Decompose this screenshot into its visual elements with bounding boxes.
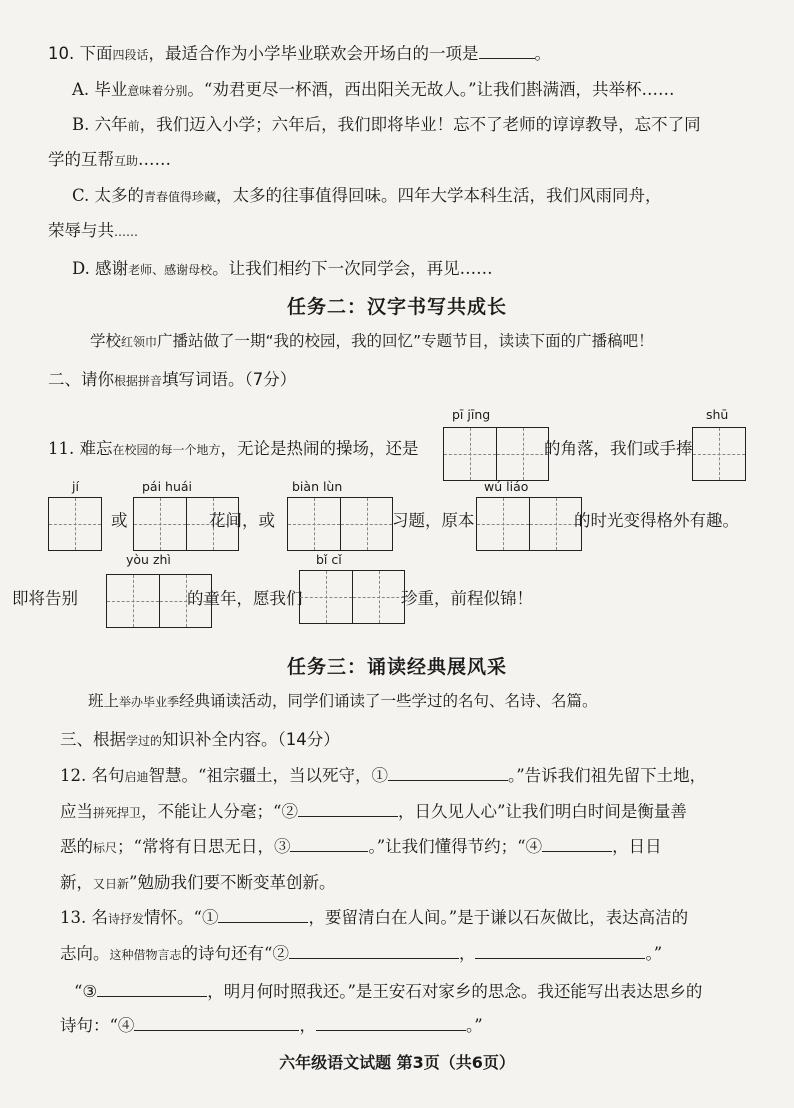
q10-option-b[interactable] [72, 114, 701, 137]
intro-text: 经典诵读活动，同学们诵读了一些学过的名句、名诗、名篇。 [179, 692, 598, 710]
answer-blank-2a[interactable] [289, 942, 459, 959]
q10-option-d[interactable] [72, 258, 493, 281]
q13-line2 [60, 942, 662, 966]
q10-stem-end: 。 [534, 44, 552, 63]
option-text: A. 毕业 [72, 80, 128, 99]
handwritten-note: 又日新 [93, 877, 130, 891]
q11-line2-c: 习题，原本 [392, 511, 475, 530]
char-grid-pijing[interactable] [443, 427, 549, 481]
section-text: 二、请你 [48, 370, 114, 389]
q11-line1-end: 的角落，我们或手捧 [544, 439, 693, 458]
intro-text: 学校 [90, 332, 122, 350]
handwritten-note: 前 [127, 119, 140, 133]
pinyin-label: pái huái [142, 479, 193, 494]
q12-text: ，不能让人分毫；“② [141, 802, 298, 821]
q13-text: ，要留清白在人间。”是于谦以石灰做比，表达高洁的 [308, 908, 689, 927]
q11-text: 11. 难忘 [48, 439, 113, 458]
q13-text: 。” [465, 1016, 483, 1035]
q10-option-b-cont [48, 149, 171, 172]
answer-blank-3[interactable] [290, 835, 368, 852]
q13-text: 情怀。“① [144, 908, 219, 927]
intro-text: 班上 [88, 692, 120, 710]
handwritten-note: 红领巾 [121, 335, 158, 349]
q13-text: 。” [645, 944, 663, 963]
q13-text: 诗句：“④ [60, 1016, 135, 1035]
pinyin-label: bǐ cǐ [316, 552, 342, 567]
q11-text: ，无论是热闹的操场，还是 [220, 439, 419, 458]
answer-blank-2b[interactable] [475, 942, 645, 959]
char-grid-ji[interactable] [48, 497, 102, 551]
option-text: 荣辱与共 [48, 221, 114, 240]
q12-text: 新， [60, 873, 93, 892]
handwritten-note: 根据拼音 [114, 374, 163, 388]
pinyin-label: shū [706, 407, 729, 422]
option-text: 学的互帮 [48, 150, 114, 169]
pinyin-label: biàn lùn [292, 479, 343, 494]
pinyin-label: yòu zhì [126, 552, 171, 567]
q11-line3-a: 即将告别 [12, 589, 78, 608]
handwritten-note: 意味着分别 [127, 84, 188, 98]
q12-text: 。”让我们懂得节约；“④ [368, 837, 543, 856]
answer-blank-1[interactable] [388, 764, 508, 781]
q11-line2-b: 花间，或 [209, 511, 275, 530]
q10-stem [48, 42, 551, 66]
handwritten-note: 启迪 [124, 770, 149, 784]
option-text: …… [114, 225, 138, 239]
q13-text: “③ [74, 982, 98, 1001]
q13-line4 [60, 1014, 483, 1037]
task3-intro [88, 690, 598, 713]
q11-line2-a: 或 [111, 511, 128, 530]
option-text: …… [138, 150, 172, 169]
q12-text: 。”告诉我们祖先留下土地， [507, 766, 707, 785]
q13-text: ，明月何时照我还。”是王安石对家乡的思念。我还能写出表达思乡的 [207, 982, 703, 1001]
answer-blank-4b[interactable] [316, 1014, 466, 1031]
task2-title: 任务二：汉字书写共成长 [286, 296, 507, 318]
option-text: 。“劝君更尽一杯酒，西出阳关无故人。”让我们斟满酒，共举杯…… [187, 80, 675, 99]
answer-blank-2[interactable] [298, 800, 398, 817]
char-grid-shu[interactable] [692, 427, 746, 481]
handwritten-note: 四段话 [112, 48, 149, 62]
q13-text: 的诗句还有“② [181, 944, 289, 963]
pinyin-label: jí [72, 479, 79, 494]
task2-intro [90, 330, 654, 353]
q12-line3 [60, 835, 662, 859]
char-grid-bianlun[interactable] [287, 497, 393, 551]
char-grid-wuliao[interactable] [476, 497, 582, 551]
answer-blank-4a[interactable] [134, 1014, 299, 1031]
q12-line2 [60, 800, 687, 824]
option-text: 。让我们相约下一次同学会，再见…… [212, 259, 493, 278]
answer-blank-4[interactable] [542, 835, 612, 852]
pinyin-label: pī jīng [452, 407, 491, 422]
q13-line1 [60, 906, 688, 930]
pinyin-label: wú liáo [484, 479, 529, 494]
q12-text: 智慧。“祖宗疆土，当以死守，① [148, 766, 388, 785]
section-text: 知识补全内容。（14分） [162, 730, 340, 749]
q13-text: 13. 名 [60, 908, 108, 927]
answer-blank-1[interactable] [218, 906, 308, 923]
section-text: 填写词语。（7分） [162, 370, 297, 389]
handwritten-note: 互助 [114, 154, 139, 168]
section-text: 三、根据 [60, 730, 126, 749]
option-text: C. 太多的 [72, 186, 145, 205]
handwritten-note: 标尺 [93, 841, 118, 855]
q12-text: ，日久见人心”让我们明白时间是衡量善 [397, 802, 687, 821]
option-text: ，我们迈入小学；六年后，我们即将毕业！忘不了老师的谆谆教导，忘不了同 [139, 115, 701, 134]
char-grid-bici[interactable] [299, 570, 405, 624]
handwritten-note: 在校园的每一个地方 [112, 443, 221, 457]
q10-option-c[interactable] [72, 185, 662, 208]
q12-text: ”勉励我们要不断变革创新。 [129, 873, 336, 892]
handwritten-note: 拼死捍卫 [93, 806, 142, 820]
q10-option-c-cont [48, 220, 138, 243]
option-text: B. 六年 [72, 115, 128, 134]
q12-text: 恶的 [60, 837, 93, 856]
q12-text: ，日日 [612, 837, 662, 856]
q13-text: ， [299, 1016, 316, 1035]
intro-text: 广播站做了一期“我的校园，我的回忆”专题节目，读读下面的广播稿吧！ [157, 332, 654, 350]
q11-line3-c: 珍重，前程似锦！ [401, 589, 533, 608]
q12-text: 应当 [60, 802, 93, 821]
handwritten-note: 举办毕业季 [119, 695, 180, 709]
option-text: ，太多的往事值得回味。四年大学本科生活，我们风雨同舟， [216, 186, 662, 205]
q13-line3 [74, 980, 702, 1003]
answer-blank-3[interactable] [97, 980, 207, 997]
handwritten-note: 这种借物言志 [109, 948, 182, 962]
q13-text: ， [458, 944, 476, 963]
q12-text: ；“常将有日思无日，③ [117, 837, 291, 856]
task3-title: 任务三：诵读经典展风采 [286, 656, 507, 678]
handwritten-note: 诗抒发 [108, 912, 145, 926]
q12-line1 [60, 764, 706, 788]
q10-stem-text: 10. 下面 [48, 44, 113, 63]
q13-text: 志向。 [60, 944, 110, 963]
q11-line3-b: 的童年，愿我们 [187, 589, 303, 608]
section-3-heading [60, 729, 340, 752]
answer-blank[interactable] [479, 42, 535, 59]
q10-option-a[interactable] [72, 79, 675, 102]
handwritten-note: 青春值得珍藏 [144, 190, 217, 204]
page-footer: 六年级语文试题 第3页（共6页） [279, 1053, 515, 1072]
handwritten-note: 学过的 [126, 734, 163, 748]
handwritten-note: 老师、感谢母校 [128, 263, 213, 277]
q12-line4 [60, 872, 335, 895]
option-text: D. 感谢 [72, 259, 129, 278]
q12-text: 12. 名句 [60, 766, 125, 785]
q10-stem-text: ，最适合作为小学毕业联欢会开场白的一项是 [148, 44, 479, 63]
section-2-heading [48, 369, 296, 392]
q11-line2-d: 的时光变得格外有趣。 [574, 511, 739, 530]
q11-line1 [48, 438, 419, 461]
